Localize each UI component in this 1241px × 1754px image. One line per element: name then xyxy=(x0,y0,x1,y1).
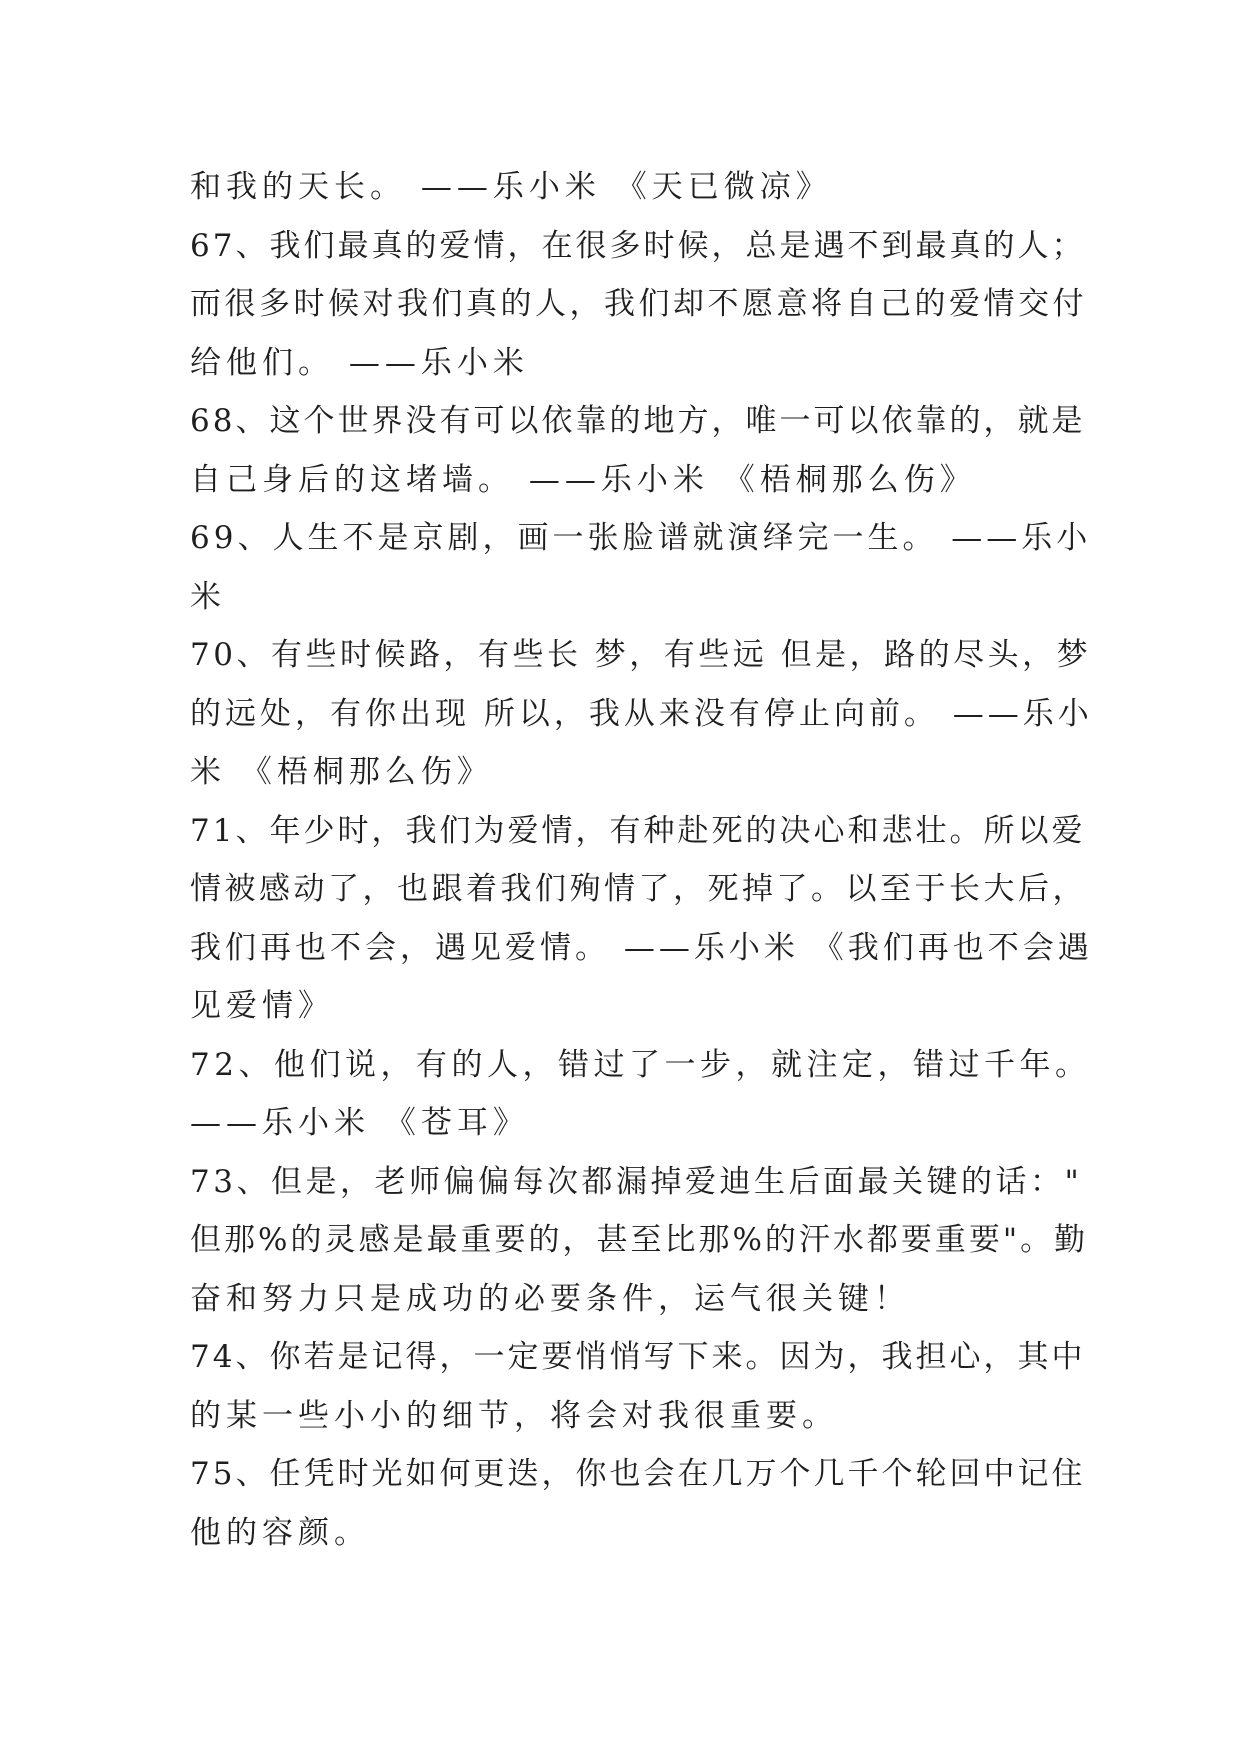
text-line: 69、人生不是京剧，画一张脸谱就演绎完一生。 ——乐小 xyxy=(190,520,1092,556)
text-line: 他的容颜。 xyxy=(190,1514,370,1551)
text-line: 情被感动了，也跟着我们殉情了，死掉了。以至于长大后， xyxy=(190,871,1087,907)
text-line: 75、任凭时光如何更迭，你也会在几万个几千个轮回中记住 xyxy=(190,1456,1086,1492)
text-line: 的远处，有你出现 所以，我从来没有停止向前。 ——乐小 xyxy=(190,695,1093,732)
text-line: 和我的天长。 ——乐小米 《天已微凉》 xyxy=(190,169,832,205)
text-line: 74、你若是记得，一定要悄悄写下来。因为，我担心，其中 xyxy=(190,1339,1086,1375)
text-line: 71、年少时，我们为爱情，有种赴死的决心和悲壮。所以爱 xyxy=(190,812,1086,849)
text-line: 70、有些时候路，有些长 梦，有些远 但是，路的尽头，梦 xyxy=(190,637,1092,673)
text-line: 给他们。 ——乐小米 xyxy=(190,344,529,381)
text-line: 米 xyxy=(190,578,226,615)
text-line: 米 《梧桐那么伤》 xyxy=(190,754,493,790)
text-line: 我们再也不会，遇见爱情。 ——乐小米 《我们再也不会遇 xyxy=(190,929,1093,966)
text-line: 的某一些小小的细节，将会对我很重要。 xyxy=(190,1397,838,1434)
text-line: 68、这个世界没有可以依靠的地方，唯一可以依靠的，就是 xyxy=(190,403,1086,439)
text-line: 奋和努力只是成功的必要条件，运气很关键！ xyxy=(190,1280,910,1317)
text-line: 而很多时候对我们真的人，我们却不愿意将自己的爱情交付 xyxy=(190,286,1087,322)
text-line: 73、但是，老师偏偏每次都漏掉爱迪生后面最关键的话：" xyxy=(190,1163,1083,1200)
document-body xyxy=(190,158,1093,1562)
text-line: ——乐小米 《苍耳》 xyxy=(190,1105,529,1141)
text-line: 见爱情》 xyxy=(190,988,334,1024)
text-line: 但那%的灵感是最重要的，甚至比那%的汗水都要重要"。勤 xyxy=(190,1222,1089,1258)
text-line: 67、我们最真的爱情，在很多时候，总是遇不到最真的人； xyxy=(190,227,1086,264)
text-line: 72、他们说，有的人，错过了一步，就注定，错过千年。 xyxy=(190,1046,1091,1083)
text-line: 自己身后的这堵墙。 ——乐小米 《梧桐那么伤》 xyxy=(190,461,976,498)
